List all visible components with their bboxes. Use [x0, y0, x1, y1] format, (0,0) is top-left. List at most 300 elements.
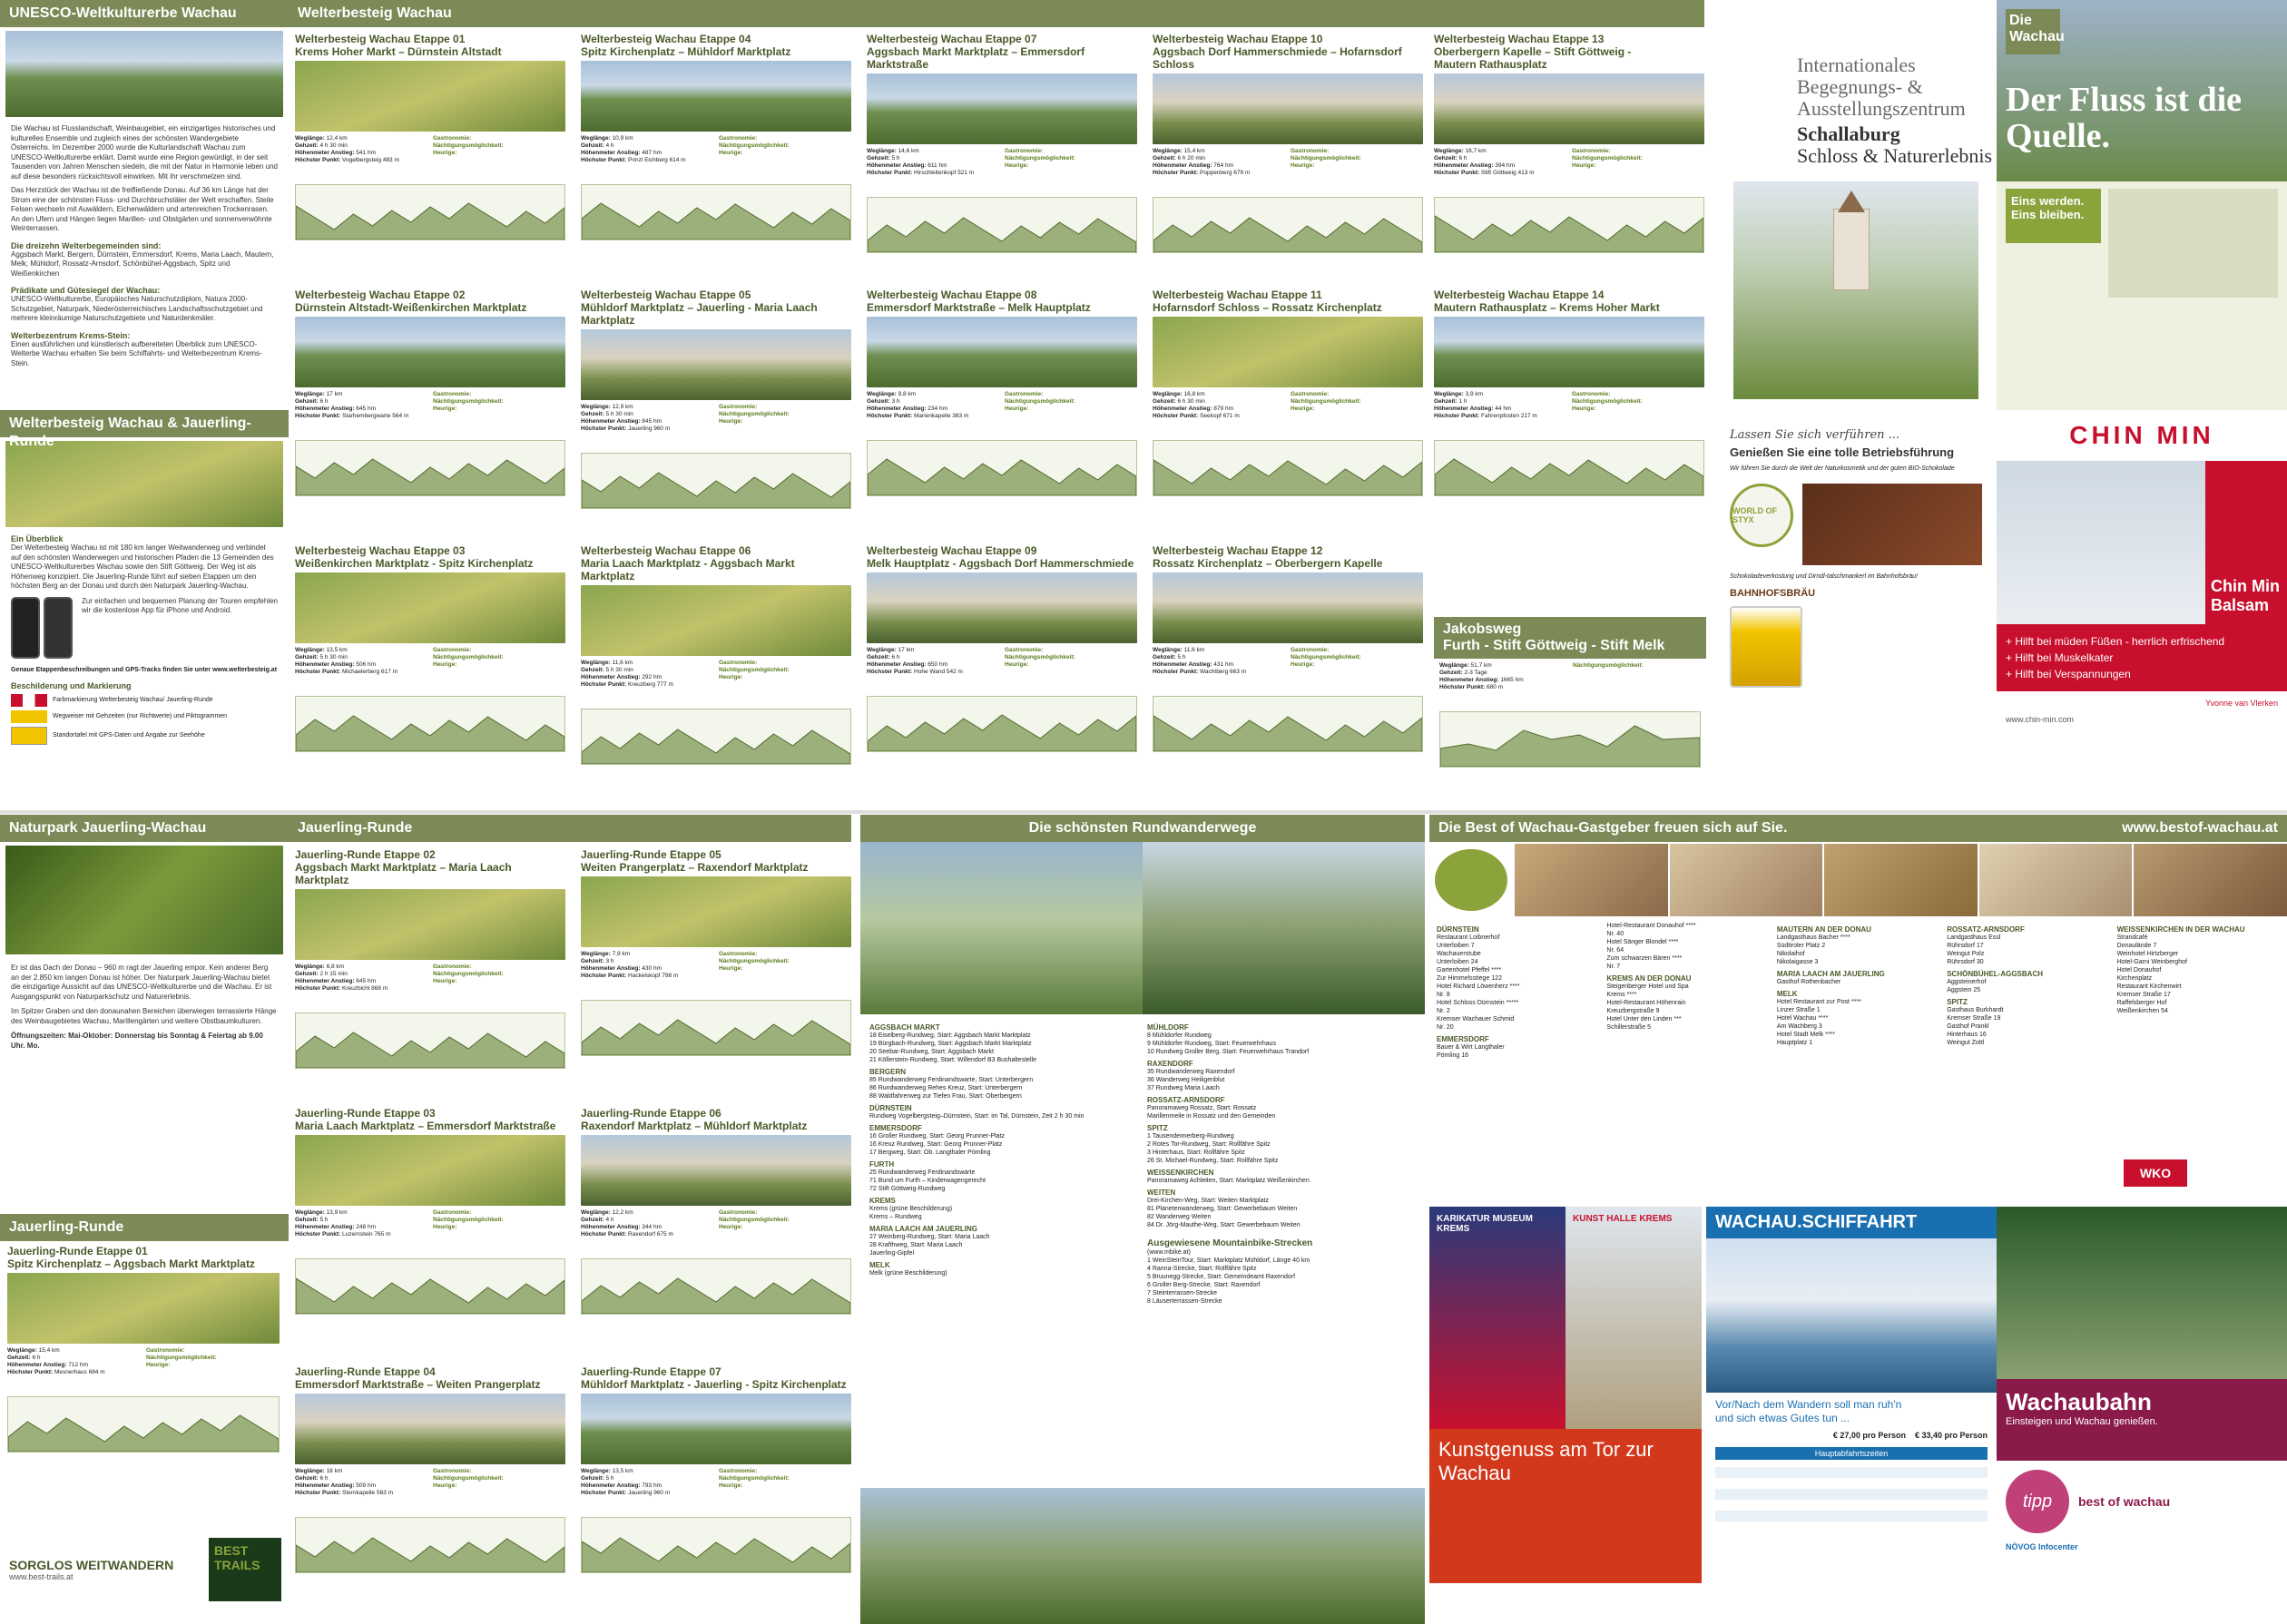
- stage-value: 879 hm: [1213, 406, 1233, 412]
- stage-service-label: Heurige:: [719, 674, 743, 680]
- stage-label: Gehzeit:: [581, 667, 606, 673]
- gastgeber-panel: [1429, 815, 2287, 1205]
- stage-value: Michaelerberg 617 m: [342, 669, 398, 675]
- stage-label: Höchster Punkt:: [1153, 413, 1201, 419]
- stage-service-label: Gastronomie:: [433, 135, 472, 142]
- stage-info: [867, 391, 1137, 436]
- rundweg-item: 86 Rundwanderweg Rehes Kreuz, Start: Unterbergern: [869, 1085, 1023, 1091]
- elevation-profile: [7, 1396, 280, 1453]
- stage-value: 431 hm: [1213, 661, 1233, 668]
- stage-label: Höhenmeter Anstieg:: [1153, 162, 1214, 169]
- unesco-intro: Die Wachau ist Flusslandschaft, Weinbaugebiet, ein einzigartiges historisches und kulturelles Ensemble und zugleich eines der schönsten Wandergebiete Österreichs. Im Dezember 2000 wurde die Kulturlandschaft Wachau zum UNESCO-Weltkulturerbe erklärt. Damit wurde eine Region gewürdigt, in der seit Tausenden von Jahren Menschen siedeln, die mit der Natur in Harmonie leben und auf diese besonders rücksichtsvoll einwirken. Mit ihr verschmelzen sind.: [11, 124, 278, 181]
- wachau-sub: Eins werden. Eins bleiben.: [2006, 189, 2101, 243]
- gastgeber-entry: Landgasthaus Bacher ****: [1776, 934, 1850, 941]
- stage-photo: [1153, 317, 1423, 387]
- gastgeber-entry: Gartenhotel Pfeffel ****: [1437, 967, 1502, 973]
- stage-label: Weglänge:: [581, 951, 613, 957]
- stage-service-label: Nächtigungsmöglichkeit:: [719, 1475, 790, 1482]
- gastgeber-entry: Unterloiben 24: [1437, 959, 1478, 965]
- gastgeber-entry: Hotel Stadt Melk ****: [1776, 1032, 1836, 1038]
- gastgeber-entry: Nr. 40: [1606, 931, 1624, 937]
- rundweg-group-heading: MÜHLDORF: [1147, 1023, 1189, 1032]
- gastgeber-entry: Kremser Straße 19: [1947, 1015, 2001, 1022]
- stage-value: Hirschleitenkopf 521 m: [914, 170, 975, 176]
- gastgeber-entry: Weingut Polz: [1947, 951, 1985, 957]
- stage-service-label: Heurige:: [1572, 406, 1596, 412]
- stage-value: 5 h: [319, 1217, 329, 1223]
- gastgeber-entry: Restaurant Kirchenwirt: [2116, 983, 2182, 990]
- stage-label: Höhenmeter Anstieg:: [581, 965, 643, 972]
- stage-label: Weglänge:: [867, 647, 898, 653]
- stage-title: Jauerling-Runde Etappe 02 Aggsbach Markt Marktplatz – Maria Laach Marktplatz: [295, 848, 512, 886]
- rundweg-item: Panoramaweg Rossatz, Start: Rossatz: [1147, 1105, 1257, 1111]
- stage-card: [581, 544, 851, 794]
- stage-service-label: Gastronomie:: [719, 1468, 758, 1474]
- gastgeber-entry: Hotel Donauhof: [2116, 967, 2162, 973]
- rundweg-item: 71 Bund um Furth – Kinderwagengerecht: [869, 1178, 986, 1184]
- stage-value: Marienkapelle 383 m: [914, 413, 969, 419]
- mtb-heading: Ausgewiesene Mountainbike-Strecken: [1147, 1238, 1313, 1248]
- stage-value: 845 hm: [642, 418, 662, 425]
- stage-info: [295, 647, 565, 692]
- schedule-table: [1715, 1467, 1988, 1521]
- rundweg-group-heading: WEITEN: [1147, 1189, 1176, 1197]
- stage-info: [295, 964, 565, 1009]
- unesco-predicates-heading: Prädikate und Gütesiegel der Wachau:: [11, 286, 161, 295]
- elevation-profile: [295, 1258, 565, 1315]
- stage-label: Höchster Punkt:: [295, 669, 343, 675]
- stage-value: 6 h: [319, 398, 329, 405]
- rundwege-column-2: [1147, 1020, 1416, 1306]
- rundweg-item: 8 Mühldorfer Rundweg: [1147, 1032, 1212, 1039]
- rundweg-item: 3 Hinterhaus, Start: Rollfähre Spitz: [1147, 1150, 1245, 1156]
- stage-label: Höhenmeter Anstieg:: [295, 1482, 357, 1489]
- schallaburg-name: Schallaburg: [1797, 122, 1900, 145]
- stage-title: Welterbesteig Wachau Etappe 05 Mühldorf Marktplatz – Jauerling - Maria Laach Marktplatz: [581, 289, 818, 327]
- naturpark-panel: [0, 815, 289, 1205]
- gastgeber-entry: Kirchenplatz: [2116, 975, 2153, 982]
- stage-service-label: Heurige:: [433, 1224, 457, 1230]
- stage-service-label: Heurige:: [146, 1362, 171, 1368]
- stage-card: [867, 33, 1137, 282]
- stage-title: Welterbesteig Wachau Etappe 12 Rossatz Kirchenplatz – Oberbergern Kapelle: [1153, 544, 1383, 570]
- stage-value: Fahrenpfosten 217 m: [1481, 413, 1537, 419]
- gastgeber-entry: Bauer & Wirt Langthaler: [1437, 1044, 1505, 1051]
- bahnhof-ad: [1715, 410, 1997, 809]
- wachau-slogan: Der Fluss ist die Quelle.: [2006, 81, 2243, 155]
- stage-value: 248 hm: [356, 1224, 376, 1230]
- jakobsweg-header: Jakobsweg Furth - Stift Göttweig - Stift Melk: [1434, 617, 1706, 659]
- stage-label: Gehzeit:: [581, 1217, 606, 1223]
- stage-label: Gehzeit:: [295, 398, 320, 405]
- stage-card: [1434, 289, 1704, 538]
- signpost-icon: [11, 710, 47, 723]
- stage-service-label: Nächtigungsmöglichkeit:: [1572, 155, 1643, 161]
- stage-info: [295, 391, 565, 436]
- stage-label: Weglänge:: [867, 391, 898, 397]
- stage-value: 11,6 km: [1183, 647, 1205, 653]
- stage-value: 3 h: [891, 398, 900, 405]
- stage-info: [581, 1209, 851, 1255]
- rundweg-item: 35 Rundwanderweg Raxendorf: [1147, 1069, 1235, 1075]
- stage-info: [581, 660, 851, 705]
- stage-value: Raxendorf 675 m: [628, 1231, 673, 1238]
- stage-service-label: Gastronomie:: [1005, 148, 1044, 154]
- stage-label: Höhenmeter Anstieg:: [581, 674, 643, 680]
- rundweg-item: 17 Bergweg, Start: Ob. Langthaler Pömling: [869, 1150, 991, 1156]
- rundweg-group-heading: RAXENDORF: [1147, 1060, 1193, 1068]
- stage-label: Weglänge:: [581, 1209, 613, 1216]
- stage-value: 6,8 km: [326, 964, 345, 970]
- gastgeber-column: [1947, 922, 2109, 1060]
- runde-stage-card: [581, 1107, 851, 1361]
- gastgeber-entry: Wachauerstube: [1437, 951, 1481, 957]
- stage-label: Gehzeit:: [581, 1475, 606, 1482]
- gastgeber-entry: KREMS AN DER DONAU: [1606, 974, 1692, 983]
- gastgeber-entry: Südtiroler Platz 2: [1776, 943, 1826, 949]
- gastgeber-column: [1777, 922, 1939, 1060]
- gastgeber-entry: Steigenberger Hotel und Spa: [1606, 983, 1689, 990]
- chinmin-bullet: + Hilft bei Verspannungen: [2006, 668, 2131, 680]
- stage-value: 712 hm: [68, 1362, 88, 1368]
- stage-card: [295, 33, 565, 282]
- stage-card: [581, 33, 851, 282]
- unesco-predicates: UNESCO-Weltkulturerbe, Europäisches Naturschutzdiplom, Natura 2000-Schutzgebiet, Naturpark, Niederösterreichisches Landschaftsschutzgebiet und mehrere kleinräumige Naturschutzgebiete und Naturdenkmäler.: [11, 295, 263, 322]
- elevation-profile: [581, 709, 851, 765]
- gastgeber-entry: MELK: [1776, 990, 1798, 998]
- stage-value: 12,4 km: [326, 135, 348, 142]
- stage-value: Kreuzberg 777 m: [628, 681, 673, 688]
- jakob-overnight-label: Nächtigungsmöglichkeit:: [1573, 662, 1644, 669]
- rundweg-item: 20 Seebar-Rundweg, Start: Aggsbach Markt: [869, 1049, 994, 1055]
- woman-photo: [1997, 1207, 2287, 1379]
- rundweg-item: 85 Rundwanderweg Ferdinandswarte, Start: Unterbergern: [869, 1077, 1034, 1083]
- stage-value: 6 h 20 min: [1177, 155, 1205, 161]
- wachaubahn-contact: NÖVOG Infocenter: [2006, 1542, 2078, 1551]
- elevation-profile: [581, 1517, 851, 1573]
- rundweg-group-heading: MELK: [869, 1261, 890, 1269]
- stage-value: Mesnerhaus 684 m: [54, 1369, 105, 1375]
- stage-value: 3,9 km: [1465, 391, 1484, 397]
- gastgeber-entry: Hotel Wachau ****: [1776, 1015, 1829, 1022]
- stage-service-label: Heurige:: [1291, 406, 1315, 412]
- marking-1: Farbmarkierung Welterbesteig Wachau/ Jauerling-Runde: [53, 697, 213, 703]
- stage-service-label: Heurige:: [433, 150, 457, 156]
- stage-info: [295, 135, 565, 181]
- gastgeber-column: [2117, 922, 2280, 1060]
- athlete-photo: [1997, 461, 2205, 624]
- elevation-profile: [581, 453, 851, 509]
- marking-3: Standortafel mit GPS-Daten und Angabe zur Seehöhe: [53, 732, 205, 739]
- unesco-panel: [0, 0, 289, 410]
- stage-card: [581, 289, 851, 538]
- stage-value: Jauerling 960 m: [628, 1490, 671, 1496]
- stage-value: 394 hm: [1495, 162, 1515, 169]
- stage-title: Welterbesteig Wachau Etappe 07 Aggsbach Markt Marktplatz – Emmersdorf Marktstraße: [867, 33, 1085, 71]
- stage-value: 11,6 km: [612, 660, 633, 666]
- elevation-profile: [295, 1517, 565, 1573]
- stage-service-label: Heurige:: [719, 1482, 743, 1489]
- stage-label: Höchster Punkt:: [295, 1231, 343, 1238]
- stage-service-label: Heurige:: [719, 1224, 743, 1230]
- best-of-wachau-logo: best of wachau: [2078, 1494, 2171, 1509]
- stage-label: Höhenmeter Anstieg:: [295, 1224, 357, 1230]
- stage-label: Gehzeit:: [295, 1475, 320, 1482]
- rundweg-group-heading: SPITZ: [1147, 1124, 1168, 1132]
- gastgeber-heading: DÜRNSTEIN: [1437, 925, 1479, 934]
- stage-label: Höchster Punkt:: [1153, 669, 1201, 675]
- chinmin-bullet: + Hilft bei Muskelkater: [2006, 651, 2114, 664]
- chinmin-bullets: [1997, 624, 2287, 691]
- rundwege-panel: [860, 815, 1425, 1624]
- overview-heading: Ein Überblick: [11, 534, 64, 543]
- stage-value: 10,9 km: [612, 135, 633, 142]
- stage-label: Gehzeit:: [295, 1217, 320, 1223]
- stage-info: [1153, 391, 1423, 436]
- stage-value: 7,9 km: [612, 951, 631, 957]
- gastgeber-entry: Am Wachberg 3: [1776, 1023, 1822, 1030]
- stage-service-label: Gastronomie:: [719, 1209, 758, 1216]
- stage-label: Höhenmeter Anstieg:: [295, 406, 357, 412]
- stage-value: 15,4 km: [38, 1347, 60, 1354]
- rundweg-item: Jauerling-Gipfel: [869, 1250, 915, 1257]
- stage-value: 16,8 km: [1183, 391, 1205, 397]
- gastgeber-url[interactable]: www.bestof-wachau.at: [2122, 820, 2278, 836]
- stage-title: Welterbesteig Wachau Etappe 13 Oberbergern Kapelle – Stift Göttweig - Mautern Rathausplatz: [1434, 33, 1632, 71]
- rundweg-item: 10 Rundweg Groller Berg, Start: Feuerwehrhaus Trandorf: [1147, 1049, 1310, 1055]
- rundwege-header: Die schönsten Rundwanderwege: [860, 815, 1425, 842]
- stage-label: Gehzeit:: [1434, 155, 1459, 161]
- rundweg-group-heading: EMMERSDORF: [869, 1124, 922, 1132]
- schallaburg-sub: Schloss & Naturerlebnis: [1797, 144, 1993, 167]
- stage-label: Höchster Punkt:: [7, 1369, 55, 1375]
- stage-service-label: Nächtigungsmöglichkeit:: [433, 398, 504, 405]
- gastgeber-entry: Gasthof Rothenbacher: [1776, 979, 1841, 985]
- gastgeber-entry: Nikolaigasse 3: [1776, 959, 1819, 965]
- jauerling-overview-panel: [0, 410, 289, 809]
- location-board-icon: [11, 727, 47, 745]
- unesco-communities: Aggsbach Markt, Bergern, Dürnstein, Emmersdorf, Krems, Maria Laach, Mautern, Melk, Mühldorf, Rossatz-Arnsdorf, Schönbühel-Aggsbach, Spitz und Weißenkirchen: [11, 249, 274, 278]
- gastgeber-entry: Krems ****: [1606, 992, 1637, 998]
- stage-service-label: Nächtigungsmöglichkeit:: [719, 411, 790, 417]
- rundweg-group-heading: ROSSATZ-ARNSDORF: [1147, 1096, 1225, 1104]
- stage-value: 509 hm: [356, 1482, 376, 1489]
- gastgeber-entry: Hotel Schloss Dürnstein *****: [1437, 1000, 1519, 1006]
- stage-title: Welterbesteig Wachau Etappe 03 Weißenkirchen Marktplatz - Spitz Kirchenplatz: [295, 544, 534, 570]
- elevation-profile: [295, 1013, 565, 1069]
- stage-value: 6 h: [32, 1355, 41, 1361]
- runde-stage-card: [7, 1245, 280, 1517]
- unesco-body: [0, 121, 289, 372]
- rundweg-item: 82 Wanderweg Weiten: [1147, 1214, 1212, 1220]
- stage-service-label: Nächtigungsmöglichkeit:: [146, 1355, 217, 1361]
- schiff-table-heading: Hauptabfahrtszeiten: [1715, 1447, 1988, 1460]
- rundweg-item: 25 Rundwanderweg Ferdinandswarte: [869, 1169, 976, 1176]
- stage-label: Höhenmeter Anstieg:: [1434, 406, 1496, 412]
- jakob-time-label: Gehzeit:: [1439, 670, 1463, 676]
- gastgeber-entry: SCHÖNBÜHEL-AGGSBACH: [1947, 970, 2043, 978]
- stage-service-label: Nächtigungsmöglichkeit:: [719, 1217, 790, 1223]
- rundweg-group-heading: DÜRNSTEIN: [869, 1104, 912, 1112]
- stage-value: 487 hm: [642, 150, 662, 156]
- rundweg-item: Krems – Rundweg: [869, 1214, 922, 1220]
- mtb-url: (www.mbike.at): [1147, 1249, 1191, 1256]
- gastgeber-heading: WEISSENKIRCHEN IN DER WACHAU: [2116, 925, 2245, 934]
- gastgeber-entry: Nr. 8: [1437, 992, 1450, 998]
- stage-label: Gehzeit:: [295, 142, 320, 149]
- stage-service-label: Nächtigungsmöglichkeit:: [433, 971, 504, 977]
- gastgeber-entry: MARIA LAACH AM JAUERLING: [1776, 970, 1885, 978]
- gastgeber-entry: Kremser Wachauer Schmid: [1437, 1016, 1515, 1022]
- mtb-item: 7 Steinterrassen-Strecke: [1147, 1290, 1218, 1296]
- stage-value: Starhembergwarte 564 m: [342, 413, 409, 419]
- stage-label: Höchster Punkt:: [581, 681, 629, 688]
- stage-service-label: Nächtigungsmöglichkeit:: [433, 1475, 504, 1482]
- gastgeber-entry: Rührsdorf 17: [1947, 943, 1984, 949]
- stage-service-label: Gastronomie:: [1291, 148, 1330, 154]
- stage-service-label: Nächtigungsmöglichkeit:: [1005, 155, 1075, 161]
- stage-label: Weglänge:: [295, 964, 327, 970]
- gastgeber-entry: Nr. 7: [1606, 964, 1621, 970]
- stage-value: 14,6 km: [898, 148, 919, 154]
- stage-service-label: Heurige:: [1005, 162, 1029, 169]
- stage-service-label: Nächtigungsmöglichkeit:: [1291, 155, 1361, 161]
- stage-value: 292 hm: [642, 674, 662, 680]
- stage-label: Höhenmeter Anstieg:: [1434, 162, 1496, 169]
- stage-label: Weglänge:: [295, 647, 327, 653]
- stage-photo: [295, 61, 565, 132]
- wachaubahn-title: Wachaubahn: [2006, 1388, 2152, 1415]
- stage-service-label: Heurige:: [719, 150, 743, 156]
- stage-info: [295, 1209, 565, 1255]
- stage-value: 3 h: [605, 958, 614, 964]
- schiffahrt-title: WACHAU.SCHIFFAHRT: [1706, 1207, 1997, 1238]
- stage-value: 4 h 30 min: [319, 142, 348, 149]
- gastgeber-entry: Aggsteinerhof: [1947, 979, 1987, 985]
- stage-value: 650 hm: [928, 661, 947, 668]
- rundweg-item: 16 Groller Rundweg, Start: Georg Prunner-Platz: [869, 1133, 1006, 1140]
- bahnhof-sub: Wir führen Sie durch die Welt der Naturkosmetik und der guten BIO-Schokolade: [1730, 465, 1955, 472]
- gastgeber-entry: Nr. 2: [1437, 1008, 1450, 1014]
- stage-value: 2 h 15 min: [319, 971, 348, 977]
- stage-service-label: Nächtigungsmöglichkeit:: [433, 1217, 504, 1223]
- stage-label: Gehzeit:: [867, 155, 892, 161]
- stage-card: [295, 544, 565, 794]
- stage-label: Gehzeit:: [581, 958, 606, 964]
- stage-service-label: Gastronomie:: [719, 951, 758, 957]
- elevation-profile: [867, 440, 1137, 496]
- stage-service-label: Nächtigungsmöglichkeit:: [1291, 398, 1361, 405]
- naturpark-hours: Öffnungszeiten: Mai-Oktober: Donnerstag bis Sonntag & Feiertag ab 9.00 Uhr. Mo.: [11, 1032, 263, 1050]
- rundweg-item: 84 Dr. Jörg-Mauthe-Weg, Start: Gewerbebaum Weiten: [1147, 1222, 1301, 1228]
- stage-title: Welterbesteig Wachau Etappe 14 Mautern Rathausplatz – Krems Hoher Markt: [1434, 289, 1660, 314]
- stage-service-label: Heurige:: [433, 406, 457, 412]
- stage-title: Jauerling-Runde Etappe 05 Weiten Prangerplatz – Raxendorf Marktplatz: [581, 848, 809, 874]
- stage-title: Welterbesteig Wachau Etappe 09 Melk Hauptplatz - Aggsbach Dorf Hammerschmiede: [867, 544, 1134, 570]
- schallaburg-line2: Begegnungs- &: [1797, 75, 1923, 98]
- stage-service-label: Heurige:: [433, 661, 457, 668]
- gastgeber-entry: Unterloiben 7: [1437, 943, 1475, 949]
- stage-info: [581, 135, 851, 181]
- stage-label: Höchster Punkt:: [867, 170, 915, 176]
- gastgeber-entry: Rührsdorf 30: [1947, 959, 1984, 965]
- stage-value: 16,7 km: [1465, 148, 1487, 154]
- stage-value: 645 hm: [356, 978, 376, 984]
- stage-label: Höhenmeter Anstieg:: [581, 418, 643, 425]
- app-caption: Genaue Etappenbeschreibungen und GPS-Tracks finden Sie unter www.welterbesteig.at: [11, 666, 278, 673]
- stage-service-label: Gastronomie:: [433, 1209, 472, 1216]
- stage-info: [1153, 148, 1423, 193]
- stage-service-label: Gastronomie:: [719, 135, 758, 142]
- stage-label: Weglänge:: [867, 148, 898, 154]
- marking-heading: Beschilderung und Markierung: [11, 680, 132, 690]
- hikers-photo: [5, 441, 283, 527]
- stage-title: Welterbesteig Wachau Etappe 08 Emmersdorf Marktstraße – Melk Hauptplatz: [867, 289, 1091, 314]
- gastgeber-photos: [1429, 844, 2287, 916]
- stage-value: 1 h: [1458, 398, 1467, 405]
- stage-info: [581, 1468, 851, 1513]
- stage-value: 12,2 km: [612, 1209, 633, 1216]
- gastgeber-entry: Gasthaus Burkhardt: [1947, 1007, 2004, 1013]
- rundweg-item: 19 Bürgbach-Rundweg, Start: Aggsbach Markt Marktplatz: [869, 1041, 1032, 1047]
- elevation-profile: [581, 1000, 851, 1056]
- elevation-profile: [581, 1258, 851, 1315]
- rundweg-item: 28 Krafthweg, Start: Maria Laach: [869, 1242, 963, 1248]
- gastgeber-heading: ROSSATZ-ARNSDORF: [1947, 925, 2025, 934]
- stage-label: Höchster Punkt:: [295, 157, 343, 163]
- stage-label: Höchster Punkt:: [867, 413, 915, 419]
- stage-info: [867, 148, 1137, 193]
- gastgeber-entry: Hauptplatz 1: [1776, 1040, 1813, 1046]
- gastgeber-entry: Zum schwarzen Bären ****: [1606, 955, 1683, 962]
- rundweg-group-heading: WEISSENKIRCHEN: [1147, 1169, 1214, 1177]
- unesco-communities-heading: Die dreizehn Welterbegemeinden sind:: [11, 240, 162, 250]
- elevation-profile: [867, 696, 1137, 752]
- stage-value: Stift Göttweig 413 m: [1481, 170, 1535, 176]
- stage-title: Welterbesteig Wachau Etappe 06 Maria Laach Marktplatz - Aggsbach Markt Marktplatz: [581, 544, 795, 582]
- chinmin-bullet: + Hilft bei müden Füßen - herrlich erfrischend: [2006, 635, 2225, 648]
- jakob-length: 51,7 km: [1470, 662, 1492, 669]
- stage-value: 18 km: [326, 1468, 343, 1474]
- stage-value: 4 h: [605, 1217, 614, 1223]
- rundweg-item: 72 Stift Göttweig-Rundweg: [869, 1186, 946, 1192]
- stage-value: 5 h 30 min: [319, 654, 348, 660]
- chinmin-ad: [1997, 410, 2287, 809]
- fold-line: [0, 810, 2287, 814]
- gastgeber-entry: Nr. 20: [1437, 1024, 1454, 1031]
- panorama-photo: [860, 1488, 1425, 1624]
- stage-value: Hackelskopf 798 m: [628, 973, 679, 979]
- jakob-ascent-label: Höhenmeter Anstieg:: [1439, 677, 1499, 683]
- stage-value: Sternkapelle 563 m: [342, 1490, 394, 1496]
- schallaburg-photo: [1733, 181, 1978, 399]
- schallaburg-ad: [1715, 0, 1997, 410]
- stage-value: Seekopf 671 m: [1200, 413, 1240, 419]
- bahnhof-script: Lassen Sie sich verführen ...: [1730, 428, 1900, 442]
- stage-title: Jauerling-Runde Etappe 06 Raxendorf Marktplatz – Mühldorf Marktplatz: [581, 1107, 808, 1132]
- stage-label: Weglänge:: [295, 1468, 327, 1474]
- rundweg-item: 16 Kreuz Rundweg, Start: Georg Prunner-Platz: [869, 1141, 1003, 1148]
- jauerling-overview-header: Welterbesteig Wachau & Jauerling-Runde: [0, 410, 289, 437]
- stage-value: 6 h: [319, 1475, 329, 1482]
- runde-stage-card: [295, 1365, 565, 1619]
- stage-photo: [1434, 317, 1704, 387]
- stage-title: Welterbesteig Wachau Etappe 11 Hofarnsdorf Schloss – Rossatz Kirchenplatz: [1153, 289, 1382, 314]
- rundweg-item: 81 Planetenwanderweg, Start: Gewerbebaum Weiten: [1147, 1206, 1298, 1212]
- stage-label: Höchster Punkt:: [295, 413, 343, 419]
- gastgeber-entry: Hotel Richard Löwenherz ****: [1437, 983, 1520, 990]
- elevation-profile: [1153, 197, 1423, 253]
